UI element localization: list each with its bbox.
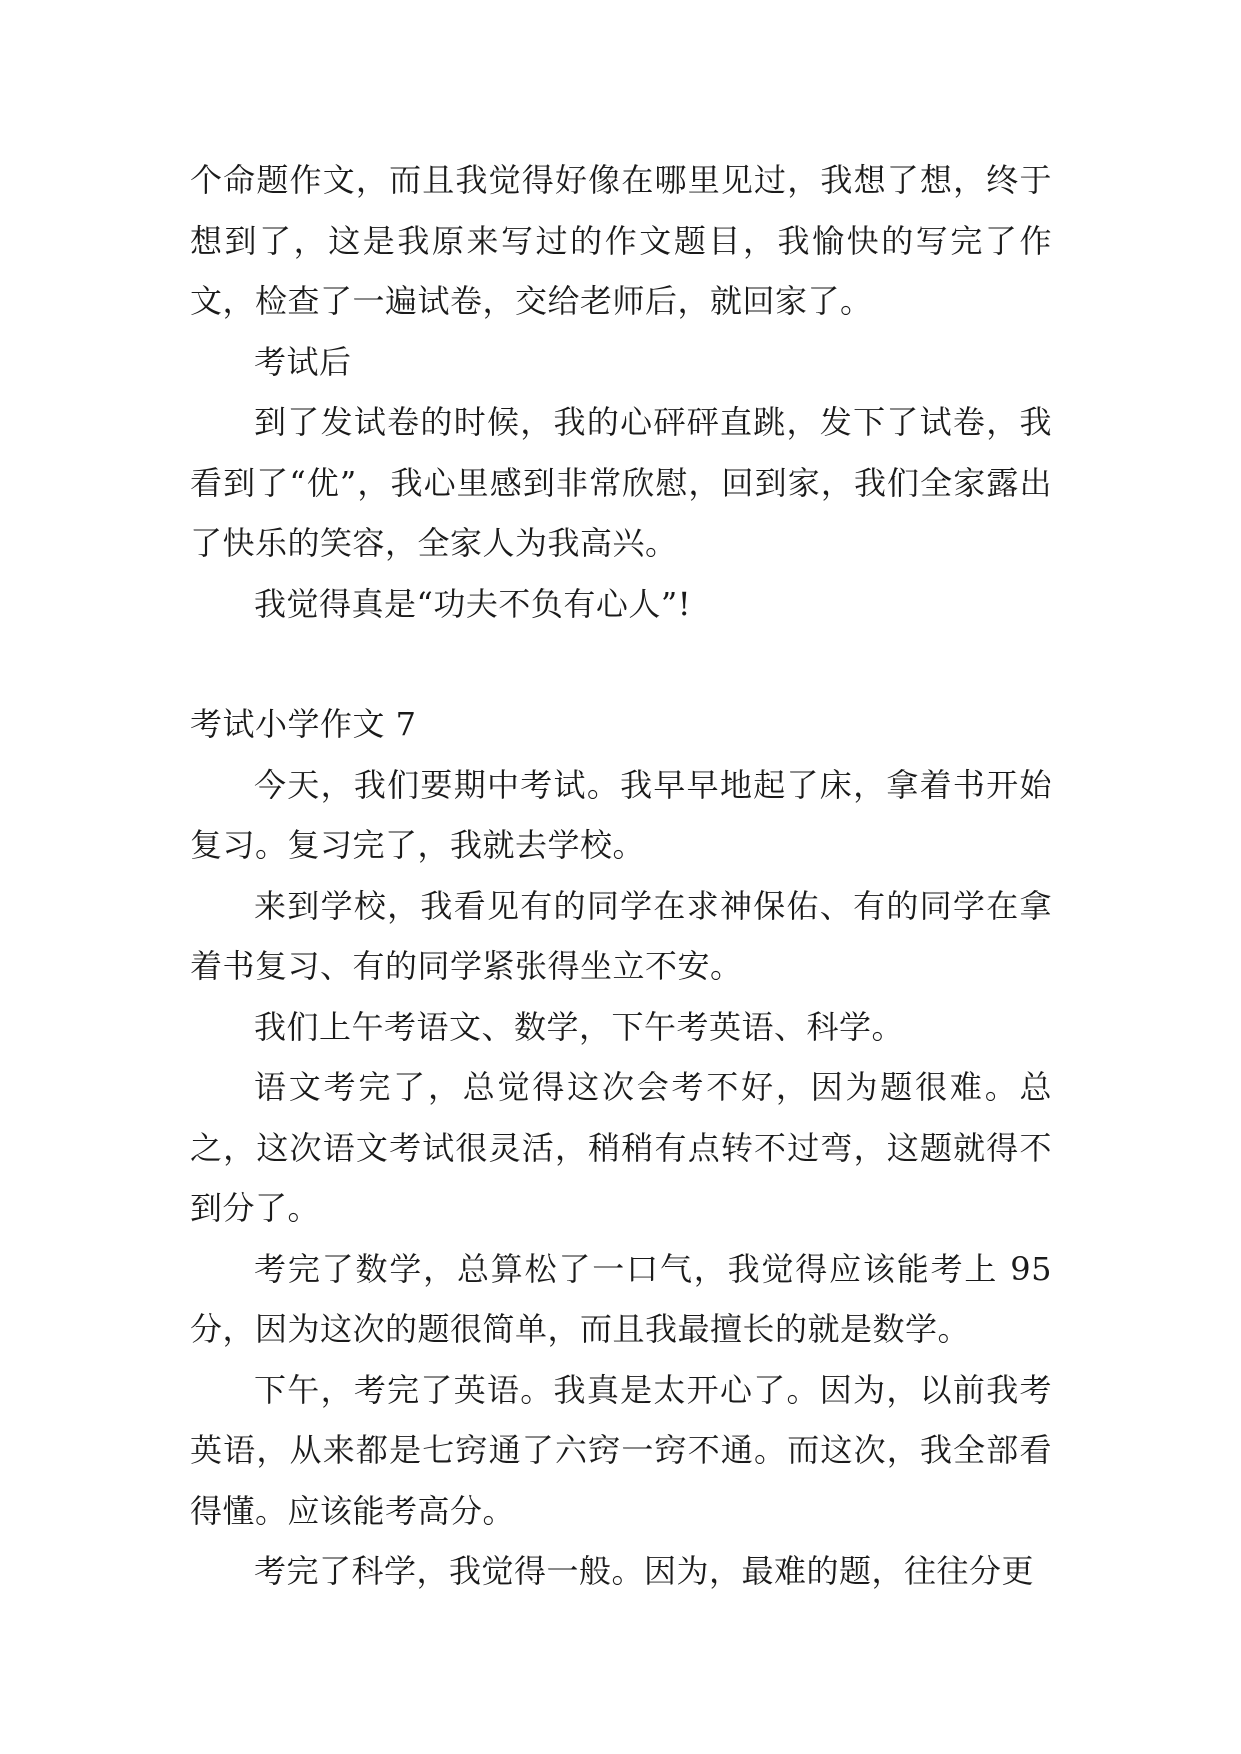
paragraph: 来到学校，我看见有的同学在求神保佑、有的同学在拿着书复习、有的同学紧张得坐立不安。 [190, 886, 1052, 985]
paragraph: 到了发试卷的时候，我的心砰砰直跳，发下了试卷，我看到了“优”，我心里感到非常欣慰，回到家，我们全家露出了快乐的笑容，全家人为我高兴。 [190, 403, 1052, 562]
paragraph: 语文考完了，总觉得这次会考不好，因为题很难。总之，这次语文考试很灵活，稍稍有点转不过弯，这题就得不到分了。 [190, 1068, 1052, 1227]
paragraph-continuation: 个命题作文，而且我觉得好像在哪里见过，我想了想，终于想到了，这是我原来写过的作文题目，我愉快的写完了作文，检查了一遍试卷，交给老师后，就回家了。 [190, 161, 1052, 320]
paragraph: 我觉得真是“功夫不负有心人”! [254, 584, 692, 623]
essay-title: 考试小学作文 7 [190, 705, 417, 743]
paragraph: 考完了数学，总算松了一口气，我觉得应该能考上 95 分，因为这次的题很简单，而且我最擅长的就是数学。 [190, 1249, 1052, 1348]
document-body [190, 150, 1052, 1602]
paragraph: 考完了科学，我觉得一般。因为，最难的题，往往分更 [254, 1552, 1035, 1590]
section-heading-after-exam: 考试后 [254, 342, 352, 381]
paragraph: 下午，考完了英语。我真是太开心了。因为，以前我考英语，从来都是七窍通了六窍一窍不通。而这次，我全部看得懂。应该能考高分。 [190, 1370, 1052, 1530]
paragraph: 我们上午考语文、数学，下午考英语、科学。 [254, 1007, 905, 1046]
paragraph: 今天，我们要期中考试。我早早地起了床，拿着书开始复习。复习完了，我就去学校。 [190, 765, 1052, 864]
